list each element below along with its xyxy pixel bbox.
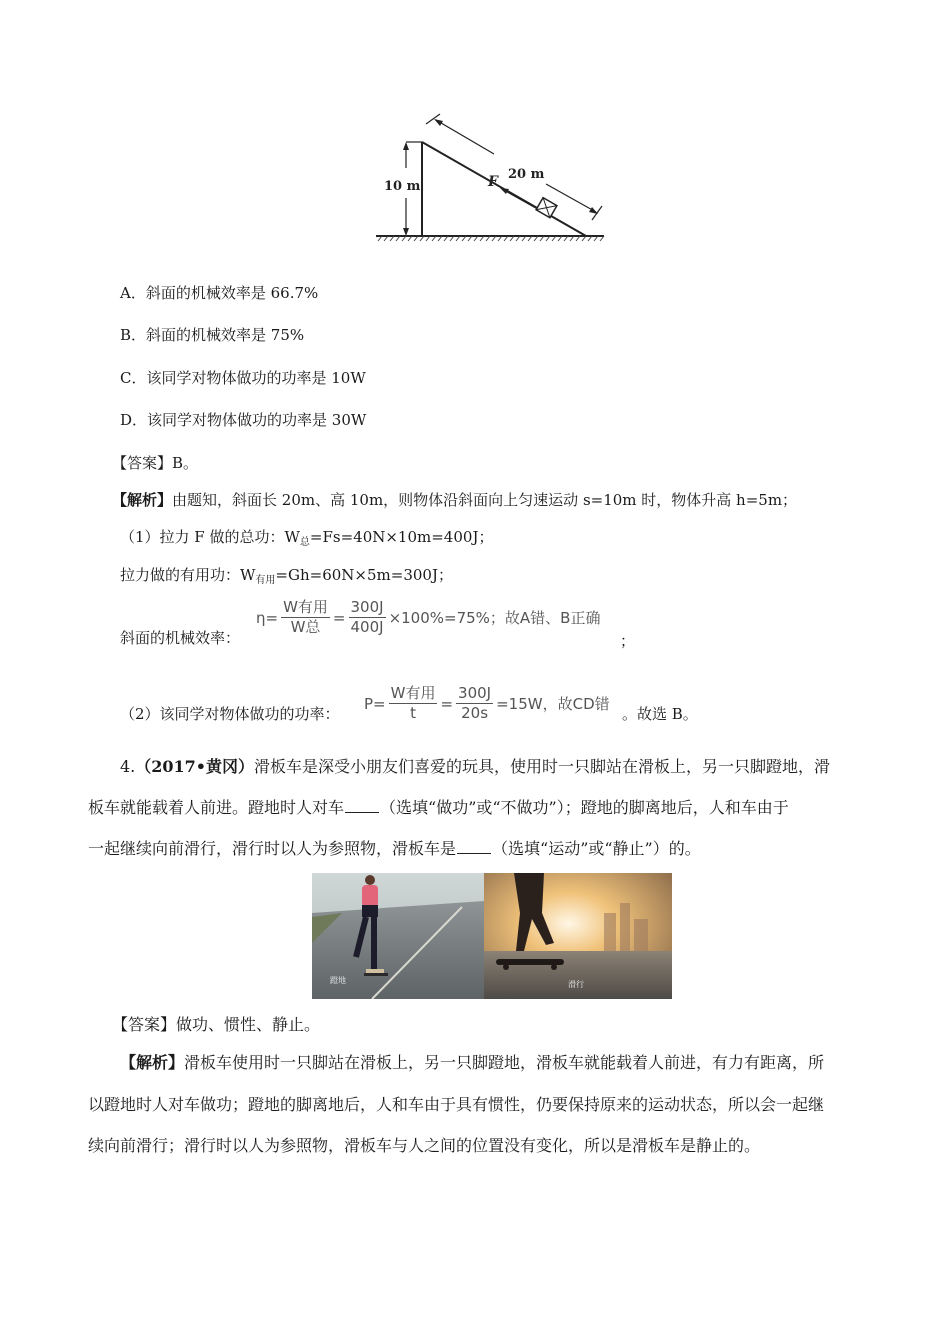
q4-analysis-line3: 续向前滑行；滑行时以人为参照物，滑板车与人之间的位置没有变化，所以是滑板车是静止的。	[88, 1136, 761, 1155]
eff-den: W总	[290, 618, 321, 636]
q4-line3-a: 一起继续向前滑行，滑行时以人为参照物，滑板车是	[88, 839, 457, 858]
q4-answer: 【答案】做功、惯性、静止。	[112, 1015, 321, 1034]
power-num2: 300J	[458, 684, 492, 702]
q4-line2	[88, 796, 789, 820]
option-d: D．该同学对物体做功的功率是 30W	[120, 411, 367, 429]
caption-gliding: 滑行	[568, 980, 584, 989]
step1-pre: （1）拉力 F 做的总功：W	[120, 528, 300, 546]
power-lhs: P=	[364, 694, 386, 713]
answer-blank-1[interactable]	[345, 798, 379, 813]
q4-analysis-line2: 以蹬地时人对车做功；蹬地的脚离地后，人和车由于具有惯性，仍要保持原来的运动状态，所以会一起继	[88, 1095, 825, 1114]
eff-den2: 400J	[350, 618, 384, 636]
height-label: 10 m	[384, 179, 421, 194]
answer-blank-2[interactable]	[457, 839, 491, 854]
step1-post: =Fs=40N×10m=400J；	[309, 528, 494, 546]
analysis-tag: 【解析】	[112, 491, 173, 509]
efficiency-formula	[256, 598, 600, 637]
step1-sub: 总	[299, 537, 310, 548]
photo-kicking	[312, 873, 484, 999]
power-label: （2）该同学对物体做功的功率：	[120, 705, 340, 723]
q4-analysis-line1-text: 滑板车使用时一只脚站在滑板上，另一只脚蹬地，滑板车就能载着人前进，有力有距离，所	[184, 1053, 825, 1072]
analysis-text: 由题知，斜面长 20m、高 10m，则物体沿斜面向上匀速运动 s=10m 时，物体升高 h=5m；	[172, 491, 798, 509]
q4-line3-b: （选填“运动”或“静止”）的。	[492, 839, 701, 858]
q4-analysis-line1	[120, 1051, 824, 1075]
length-label: 20 m	[508, 167, 545, 182]
power-den: t	[410, 704, 416, 722]
q4-line2-a: 板车就能载着人前进。蹬地时人对车	[88, 798, 345, 817]
q3-step2	[120, 564, 453, 589]
q4-line1	[120, 755, 830, 779]
power-num: W有用	[390, 684, 436, 702]
q4-source: （2017•黄冈）	[135, 757, 255, 776]
power-end: 。故选 B。	[622, 705, 698, 723]
step2-post: =Gh=60N×5m=300J；	[275, 566, 453, 584]
incline-diagram	[370, 108, 610, 260]
step2-sub: 有用	[255, 575, 276, 586]
eff-tail: ×100%=75%；故A错、B正确	[388, 609, 601, 627]
q3-step1	[120, 526, 493, 551]
caption-kicking: 蹬地	[330, 976, 346, 985]
q4-line3	[88, 837, 701, 861]
power-den2: 20s	[461, 704, 489, 722]
option-c: C．该同学对物体做功的功率是 10W	[120, 369, 366, 387]
power-formula	[364, 684, 610, 723]
eff-eq: =	[332, 608, 346, 627]
q4-line2-b: （选填“做功”或“不做功”）；蹬地的脚离地后，人和车由于	[380, 798, 789, 817]
q3-answer: 【答案】B。	[112, 454, 199, 472]
option-a: A．斜面的机械效率是 66.7%	[120, 284, 319, 302]
power-tail: =15W，故CD错	[496, 695, 610, 713]
option-b: B．斜面的机械效率是 75%	[120, 326, 305, 344]
eff-label: 斜面的机械效率：	[120, 629, 241, 647]
eff-end: ；	[620, 632, 636, 650]
photo-gliding	[484, 873, 672, 999]
eff-num: W有用	[283, 598, 328, 616]
eff-lhs: η=	[256, 608, 279, 627]
q4-line1-text: 滑板车是深受小朋友们喜爱的玩具，使用时一只脚站在滑板上，另一只脚蹬地，滑	[254, 757, 831, 776]
q3-analysis	[112, 489, 797, 511]
force-label: F	[488, 174, 498, 190]
step2-pre: 拉力做的有用功：W	[120, 566, 256, 584]
eff-num2: 300J	[350, 598, 384, 616]
q4-analysis-tag: 【解析】	[120, 1053, 185, 1072]
q4-number: 4.	[120, 757, 136, 776]
power-eq: =	[440, 694, 454, 713]
